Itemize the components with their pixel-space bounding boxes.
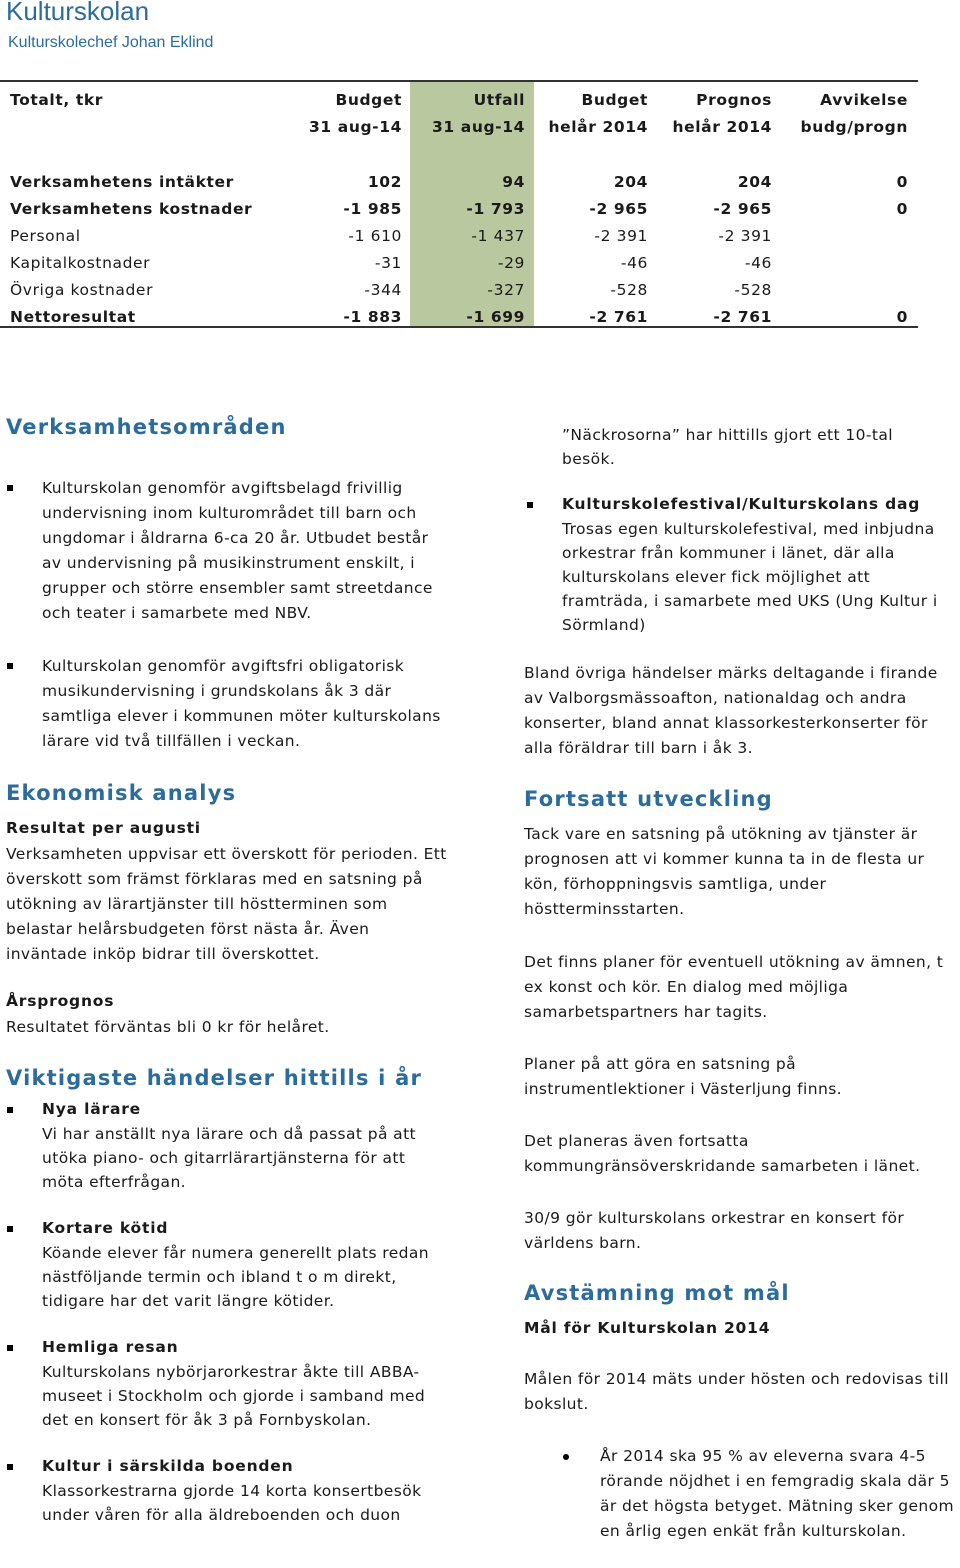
table-header-label: Totalt, tkr — [10, 91, 104, 109]
cell-value: -2 761 — [713, 308, 772, 326]
row-label: Kapitalkostnader — [10, 254, 151, 272]
header-avvikelse-sub: budg/progn — [800, 118, 908, 136]
cell-value: -29 — [497, 254, 525, 272]
ekonomi-heading: Ekonomisk analys — [6, 781, 237, 805]
event-text: Köande elever får numera generellt plats redan nästföljande termin och ibland t o m direkt, tidigare har det varit längre kötider. — [42, 1244, 429, 1310]
utveckling-paragraph: Det finns planer för eventuell utökning av ämnen, t ex konst och kör. En dialog med möjliga samarbetspartners har tagits. — [524, 953, 944, 1021]
resultat-heading: Resultat per augusti — [6, 819, 201, 837]
mal-bullet-text: År 2014 ska 95 % av eleverna svara 4-5 rörande nöjdhet i en femgradig skala där 5 är det högsta betyget. Mätning sker genom en årlig egen enkät från kulturskolan. — [600, 1447, 955, 1540]
header-utfall: Utfall — [473, 91, 525, 109]
cell-value: -1 985 — [343, 200, 402, 218]
table-bottom-rule — [0, 326, 918, 328]
cell-value: -31 — [374, 254, 402, 272]
header-budget-aug-date: 31 aug-14 — [309, 118, 402, 136]
header-budget-year-period: helår 2014 — [548, 118, 648, 136]
cell-value: -2 761 — [589, 308, 648, 326]
mal-text: Målen för 2014 mäts under hösten och redovisas till bokslut. — [524, 1370, 949, 1413]
festival-title: Kulturskolefestival/Kulturskolans dag — [562, 495, 921, 513]
other-events-text: Bland övriga händelser märks deltagande i firande av Valborgsmässoafton, nationaldag och andra konserter, bland annat klassorkesterkonserter för alla föräldrar till barn i åk 3. — [524, 664, 938, 757]
event-text: Kulturskolans nybörjarorkestrar åkte till ABBA-museet i Stockholm och gjorde i samband med det en konsert för åk 3 på Fornbyskolan. — [42, 1363, 426, 1429]
cell-value: 102 — [367, 173, 402, 191]
header-prognos: Prognos — [696, 91, 772, 109]
row-label: Verksamhetens intäkter — [10, 173, 234, 191]
cell-value: -2 965 — [589, 200, 648, 218]
cell-value: 94 — [502, 173, 525, 191]
cell-value: 204 — [613, 173, 648, 191]
cell-value: -2 965 — [713, 200, 772, 218]
cell-value: -1 437 — [471, 227, 525, 245]
row-label: Nettoresultat — [10, 308, 136, 326]
event-title: Kultur i särskilda boenden — [42, 1457, 294, 1475]
row-label: Personal — [10, 227, 81, 245]
avstamning-heading: Avstämning mot mål — [524, 1281, 790, 1305]
verksamhet-heading: Verksamhetsområden — [6, 415, 287, 439]
square-bullet-icon — [527, 502, 533, 508]
utveckling-paragraph: Tack vare en satsning på utökning av tjänster är prognosen att vi kommer kunna ta in de flesta ur kön, förhoppningsvis samtliga, under höstterminsstarten. — [524, 825, 925, 918]
resultat-text: Verksamheten uppvisar ett överskott för perioden. Ett överskott som främst förklaras med en satsning på utökning av lärartjänster till höstterminen som belastar helårsbudgeten först nästa år. Även inväntade inköp bidrar till överskottet. — [6, 845, 447, 963]
event-title: Kortare kötid — [42, 1219, 169, 1237]
header-budget-aug: Budget — [335, 91, 402, 109]
header-prognos-period: helår 2014 — [672, 118, 772, 136]
cell-value: 0 — [896, 308, 908, 326]
utveckling-paragraph: 30/9 gör kulturskolans orkestrar en konsert för världens barn. — [524, 1209, 905, 1252]
cell-value: -46 — [744, 254, 772, 272]
cell-value: -2 391 — [594, 227, 648, 245]
utveckling-paragraph: Det planeras även fortsatta kommungränsöverskridande samarbeten i länet. — [524, 1132, 921, 1175]
mal-heading: Mål för Kulturskolan 2014 — [524, 1319, 771, 1337]
page-subtitle: Kulturskolechef Johan Eklind — [8, 34, 214, 51]
utveckling-heading: Fortsatt utveckling — [524, 787, 773, 811]
cell-value: -344 — [364, 281, 402, 299]
utveckling-paragraph: Planer på att göra en satsning på instrumentlektioner i Västerljung finns. — [524, 1055, 842, 1098]
event-text: Vi har anställt nya lärare och då passat på att utöka piano- och gitarrlärartjänsterna för att möta efterfrågan. — [42, 1125, 417, 1191]
row-label: Övriga kostnader — [10, 281, 154, 299]
verksamhet-bullet-2: Kulturskolan genomför avgiftsfri obligatorisk musikundervisning i grundskolans åk 3 där samtliga elever i kommunen möter kulturskolans lärare vid två tillfällen i veckan. — [42, 657, 441, 750]
verksamhet-bullet-1: Kulturskolan genomför avgiftsbelagd frivillig undervisning inom kulturområdet till barn och ungdomar i åldrarna 6-ca 20 år. Utbudet består av undervisning på musikinstrument enskilt, i grupper och större ensembler samt streetdance och teater i samarbete med NBV. — [42, 479, 433, 622]
prognos-heading: Årsprognos — [6, 992, 115, 1010]
page-title: Kulturskolan — [6, 0, 150, 26]
cell-value: -46 — [620, 254, 648, 272]
header-budget-year: Budget — [581, 91, 648, 109]
cell-value: 0 — [896, 200, 908, 218]
cell-value: -327 — [487, 281, 525, 299]
square-bullet-icon — [7, 1226, 13, 1232]
event-title: Nya lärare — [42, 1100, 141, 1118]
cell-value: 204 — [737, 173, 772, 191]
cell-value: -1 883 — [343, 308, 402, 326]
prognos-text: Resultatet förväntas bli 0 kr för helåret. — [6, 1018, 330, 1036]
square-bullet-icon — [7, 485, 13, 491]
row-label: Verksamhetens kostnader — [10, 200, 253, 218]
cell-value: -1 793 — [466, 200, 525, 218]
cell-value: -1 610 — [348, 227, 402, 245]
header-utfall-date: 31 aug-14 — [432, 118, 525, 136]
square-bullet-icon — [7, 1345, 13, 1351]
cell-value: -1 699 — [466, 308, 525, 326]
event-text: Klassorkestrarna gjorde 14 korta konsertbesök under våren för alla äldreboenden och duon — [42, 1482, 422, 1524]
square-bullet-icon — [7, 663, 13, 669]
nackrosorna-text: ”Näckrosorna” har hittills gjort ett 10-tal besök. — [562, 426, 893, 468]
cell-value: -528 — [610, 281, 648, 299]
round-bullet-icon — [563, 1454, 569, 1460]
festival-text: Trosas egen kulturskolefestival, med inbjudna orkestrar från kommuner i länet, där alla kulturskolans elever fick möjlighet att framträda, i samarbete med UKS (Ung Kultur i Sörmland) — [562, 520, 938, 634]
square-bullet-icon — [7, 1107, 13, 1113]
cell-value: -528 — [734, 281, 772, 299]
cell-value: 0 — [896, 173, 908, 191]
header-avvikelse: Avvikelse — [820, 91, 908, 109]
square-bullet-icon — [7, 1464, 13, 1470]
viktigaste-heading: Viktigaste händelser hittills i år — [6, 1066, 423, 1090]
event-title: Hemliga resan — [42, 1338, 179, 1356]
cell-value: -2 391 — [718, 227, 772, 245]
